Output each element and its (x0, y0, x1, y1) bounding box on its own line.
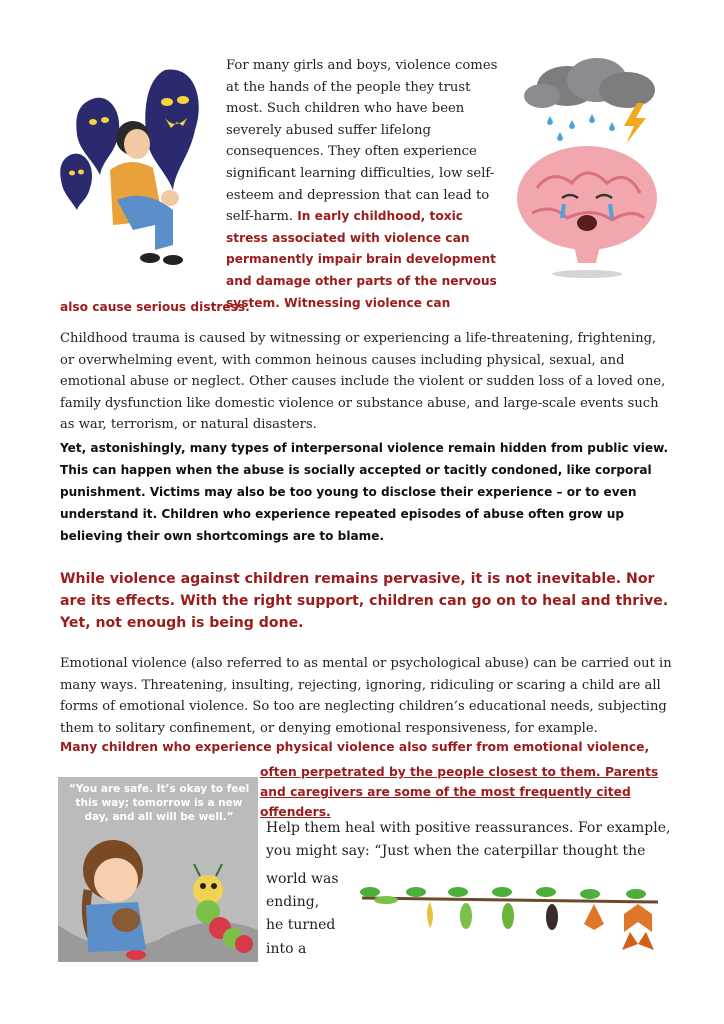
physical-line-3: and caregivers are some of the most frequently cited (260, 785, 631, 800)
heal-paragraph: Help them heal with positive reassurances. For example, you might say: “Just when the caterpillar thought the (266, 820, 671, 859)
heal-tail-line: world was (266, 871, 339, 887)
intro-highlight-text: In early childhood, toxic stress associated with violence can permanently impair brain development and damage other parts of the nervous system. Witnessing violence can (226, 209, 497, 310)
frightened-child-illustration (55, 60, 215, 275)
crying-brain-illustration (512, 58, 672, 283)
physical-line-2: often perpetrated by the people closest to them. Parents (260, 765, 659, 779)
hidden-violence-paragraph: Yet, astonishingly, many types of interpersonal violence remain hidden from public view. This can happen when the abuse is socially accepted or tacitly condoned, like corporal punishment. Victims may also be too young to disclose their experience – or to even understand it. Children who experience repeated episodes of abuse often grow up believing their own shortcomings are to blame. (60, 441, 669, 543)
physical-line-4: offenders. (260, 805, 331, 820)
heal-tail-line: into a (266, 940, 307, 957)
intro-plain-text: For many girls and boys, violence comes at the hands of the people they trust most. Such children who have been severely abused suffer lifelong consequences. They often experience significant learning difficulties, low self-esteem and depression that can lead to self-harm. (226, 58, 498, 225)
butterfly-metamorphosis-illustration (358, 880, 668, 970)
trauma-paragraph: Childhood trauma is caused by witnessing or experiencing a life-threatening, frightening, or overwhelming event, with common heinous causes including physical, sexual, and emotional abuse or neglect. Other causes include the violent or sudden loss of a loved one, family dysfunction like domestic violence or substance abuse, and large-scale events such as war, terrorism, or natural disasters. (60, 331, 666, 433)
physical-violence-line: Many children who experience physical violence also suffer from emotional violence, (60, 740, 650, 754)
quote-card-text: “You are safe. It’s okay to feel this way; tomorrow is a new day, and all will be well.” (68, 783, 250, 823)
heal-tail-line: he turned (266, 917, 336, 934)
heal-tail-line: ending, (266, 894, 320, 911)
girl-with-caterpillar-illustration (58, 830, 258, 962)
intro-highlight-end: also cause serious distress. (60, 300, 250, 314)
emotional-violence-paragraph: Emotional violence (also referred to as mental or psychological abuse) can be carried out in many ways. Threatening, insulting, rejecting, ignoring, ridiculing or scaring a child are all forms of emotional violence. So too are neglecting children’s educational needs, subjecting them to solitary confinement, or denying emotional responsiveness, for example. (60, 656, 672, 736)
physical-violence-continued (260, 762, 670, 823)
intro-paragraph (226, 55, 508, 314)
callout-paragraph: While violence against children remains pervasive, it is not inevitable. Nor are its effects. With the right support, children can go on to heal and thrive. Yet, not enough is being done. (60, 571, 669, 631)
heal-paragraph-tail (266, 868, 356, 961)
